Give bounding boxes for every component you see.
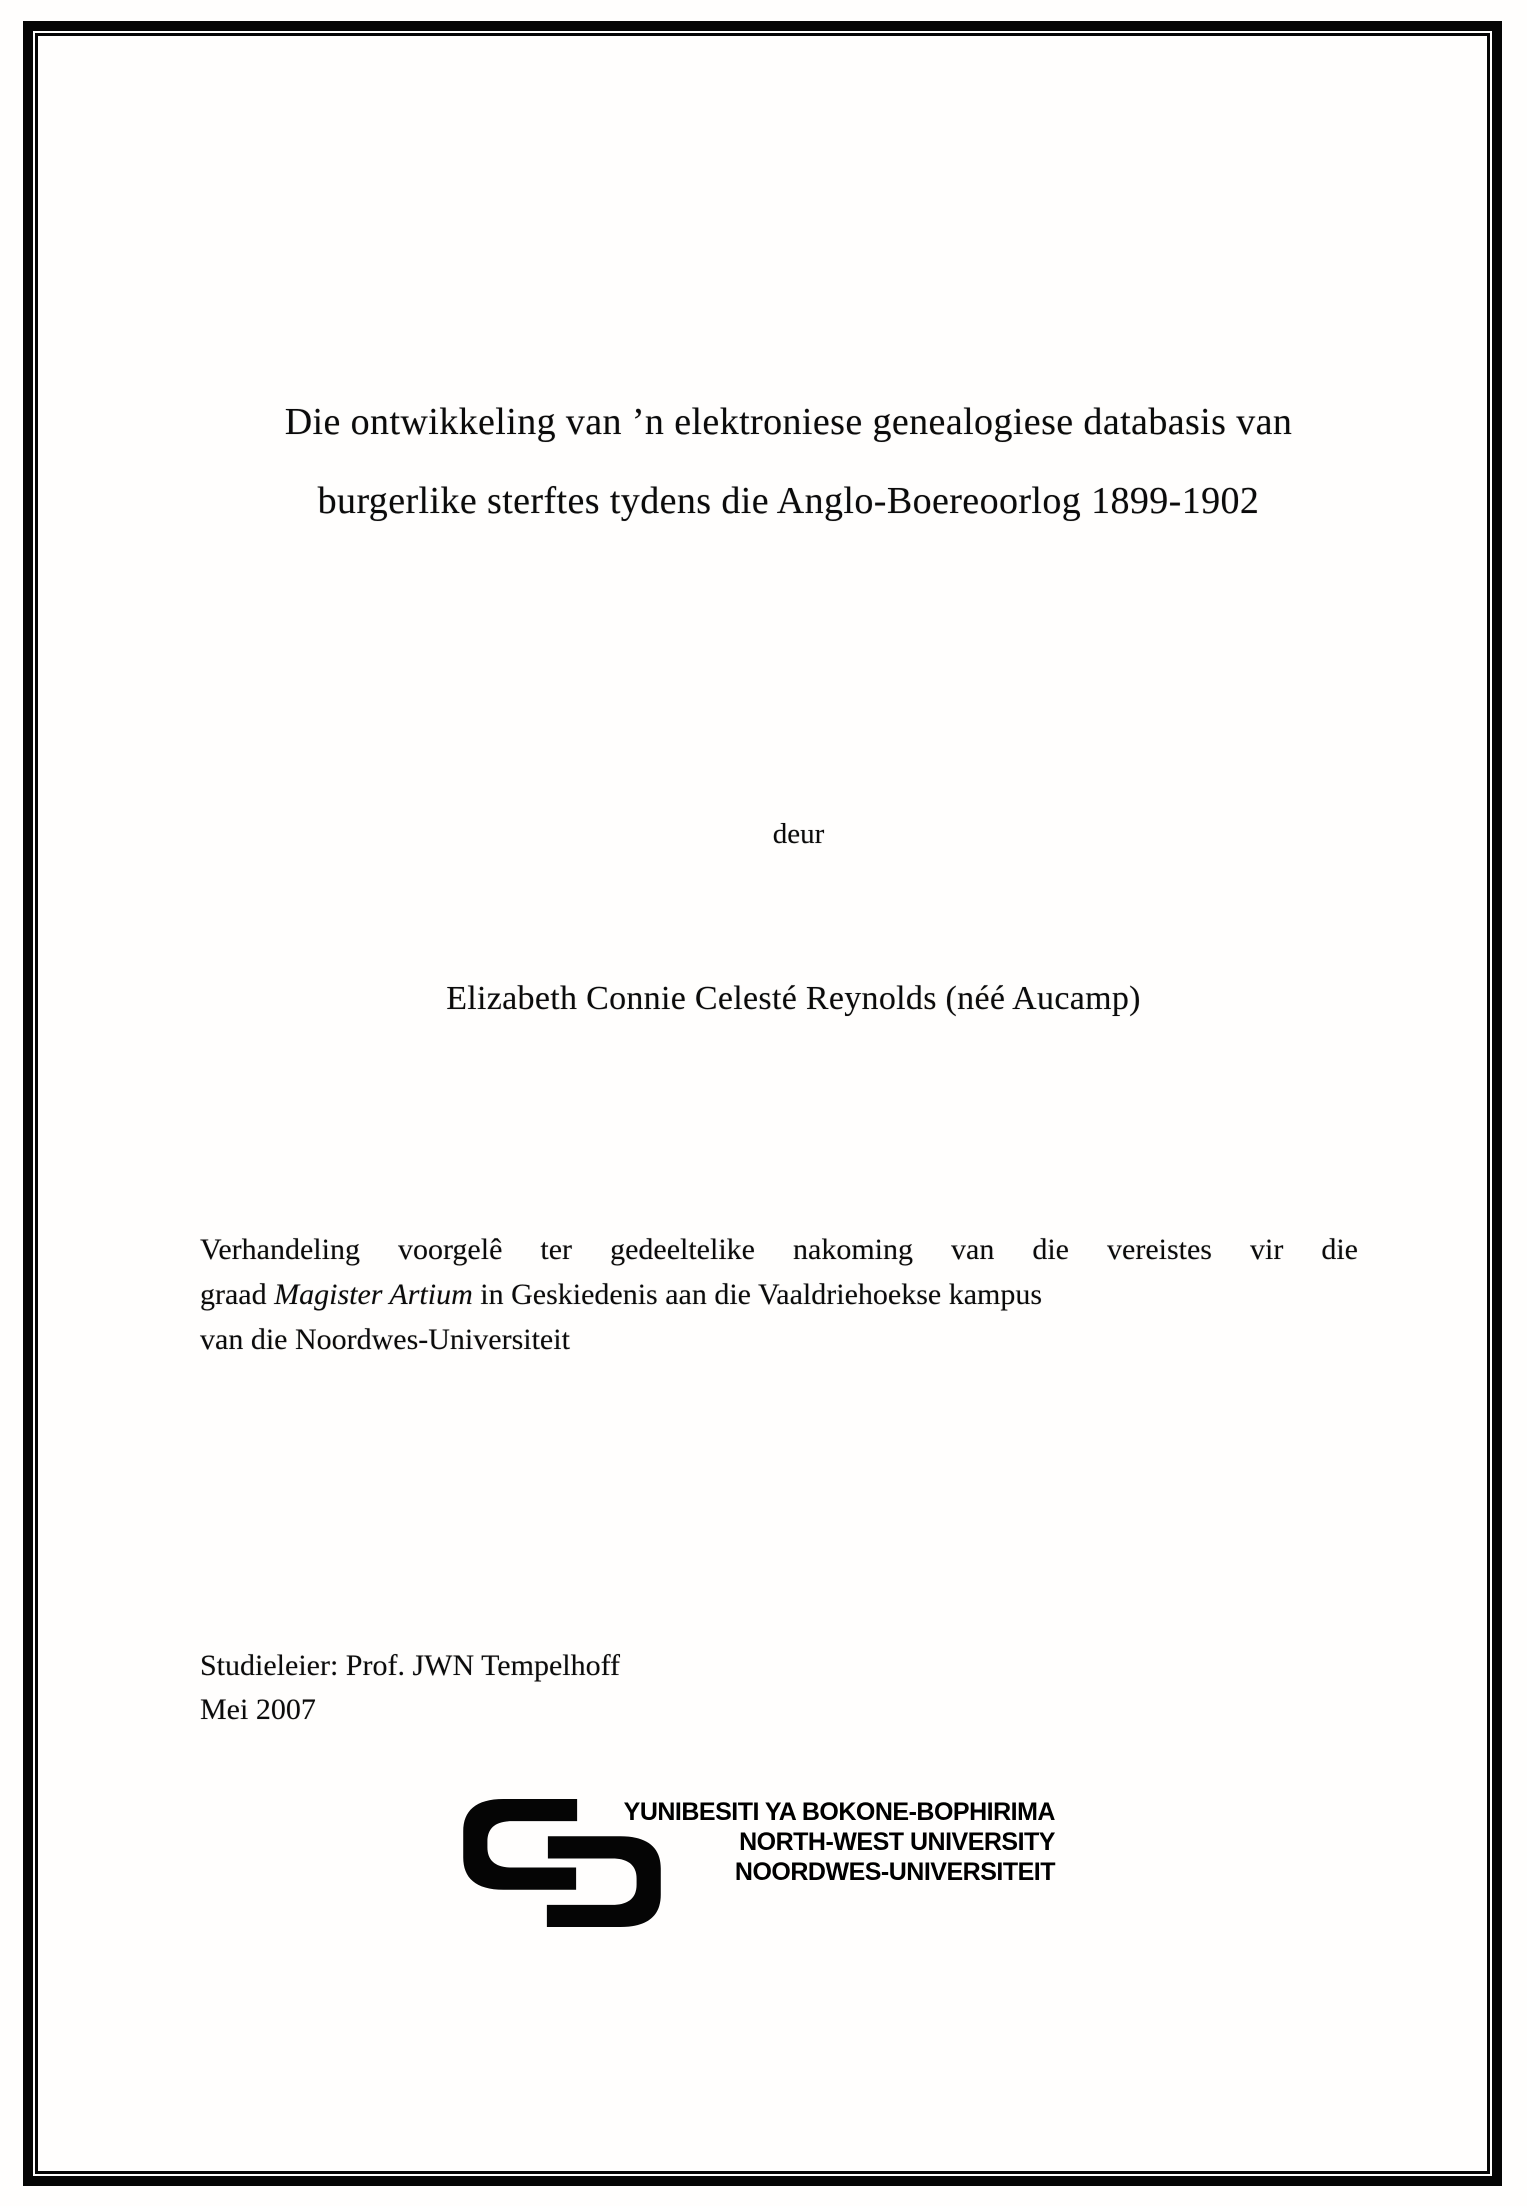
- degree-name-italic: Magister Artium: [274, 1278, 473, 1311]
- supervisor-block: [200, 1644, 1100, 1732]
- thesis-title-line-2: burgerlike sterftes tydens die Anglo-Boereoorlog 1899-1902: [317, 480, 1260, 522]
- thesis-title: [80, 383, 1497, 541]
- thesis-title-line-1: Die ontwikkeling van ’n elektroniese genealogiese databasis van: [284, 401, 1293, 443]
- author-name: Elizabeth Connie Celesté Reynolds (néé Aucamp): [446, 980, 1141, 1017]
- degree-statement-line-2-prefix: graad: [200, 1278, 275, 1311]
- supervisor-line: Studieleier: Prof. JWN Tempelhoff: [200, 1649, 621, 1682]
- logo-line-setswana: YUNIBESITI YA BOKONE-BOPHIRIMA: [623, 1798, 1055, 1826]
- logo-line-afrikaans: NOORDWES-UNIVERSITEIT: [734, 1858, 1055, 1886]
- degree-statement-line-2-suffix: in Geskiedenis aan die Vaaldriehoekse kampus: [472, 1278, 1043, 1311]
- university-logo-text: [624, 1797, 1055, 1887]
- degree-statement: [200, 1227, 1358, 1362]
- date-line: Mei 2007: [200, 1693, 316, 1726]
- logo-line-english: NORTH-WEST UNIVERSITY: [739, 1828, 1055, 1856]
- byline-label: deur: [772, 818, 825, 850]
- degree-statement-line-1: Verhandeling voorgelê ter gedeeltelike nakoming van die vereistes vir die: [200, 1233, 1358, 1266]
- university-logo: [463, 1797, 1055, 1929]
- degree-statement-line-2: [200, 1272, 1358, 1317]
- degree-statement-line-3: van die Noordwes-Universiteit: [200, 1323, 570, 1356]
